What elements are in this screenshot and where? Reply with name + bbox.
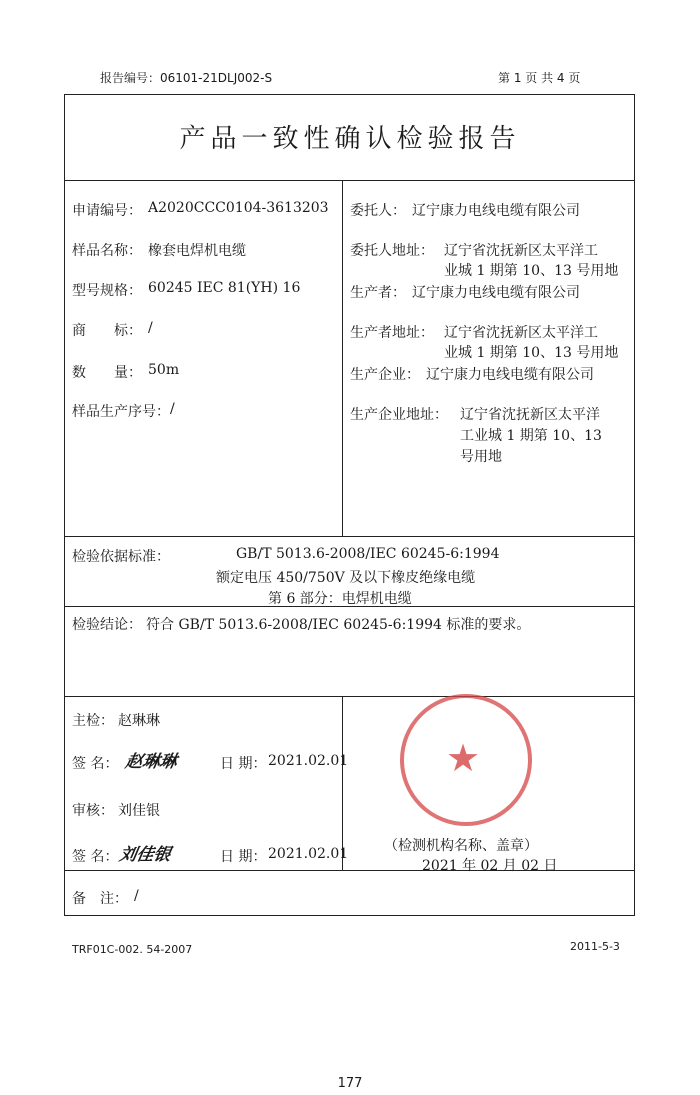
form-date: 2011-5-3	[570, 940, 620, 953]
reviewer-name: 刘佳银	[118, 803, 160, 819]
factory-label: 生产企业：	[350, 367, 420, 383]
divider-signatures	[64, 696, 635, 697]
quantity: 50m	[148, 362, 180, 378]
standard-line3: 第 6 部分：电焊机电缆	[268, 591, 412, 607]
inspector-date-label: 日 期：	[220, 756, 267, 772]
client-address-label: 委托人地址：	[350, 243, 434, 259]
conclusion-text: 符合 GB/T 5013.6-2008/IEC 60245-6:1994 标准的要求。	[146, 617, 531, 633]
producer-address-label: 生产者地址：	[350, 325, 434, 341]
stamp-date: 2021 年 02 月 02 日	[422, 858, 558, 874]
application-no-label: 申请编号：	[72, 203, 142, 219]
trademark-label: 商 标：	[72, 323, 142, 339]
sample-name-label: 样品名称：	[72, 243, 142, 259]
divider-stamp	[342, 696, 343, 870]
model: 60245 IEC 81(YH) 16	[148, 280, 301, 296]
client-label: 委托人：	[350, 203, 406, 219]
application-no: A2020CCC0104-3613203	[148, 200, 329, 216]
official-seal	[400, 694, 532, 826]
standard-label: 检验依据标准：	[72, 549, 170, 565]
divider-title	[64, 180, 635, 181]
reviewer-label: 审核：	[72, 803, 114, 819]
factory-address-line2: 工业城 1 期第 10、13	[460, 428, 602, 444]
standard-line1: GB/T 5013.6-2008/IEC 60245-6:1994	[236, 546, 500, 562]
inspector-name: 赵琳琳	[118, 713, 160, 729]
quantity-label: 数 量：	[72, 365, 142, 381]
inspector-date: 2021.02.01	[268, 753, 349, 769]
reviewer-date-label: 日 期：	[220, 849, 267, 865]
factory-address-line1: 辽宁省沈抚新区太平洋	[460, 407, 600, 423]
divider-columns	[342, 180, 343, 536]
stamp-caption: （检测机构名称、盖章）	[384, 838, 538, 854]
model-label: 型号规格：	[72, 283, 142, 299]
client-address-line2: 业城 1 期第 10、13 号用地	[444, 263, 619, 279]
inspector-sign-label: 签 名：	[72, 756, 119, 772]
client-address-line1: 辽宁省沈抚新区太平洋工	[444, 243, 598, 259]
reviewer-date: 2021.02.01	[268, 846, 349, 862]
remarks-label: 备 注：	[72, 891, 128, 907]
standard-line2: 额定电压 450/750V 及以下橡皮绝缘电缆	[216, 570, 476, 586]
remarks-text: /	[134, 888, 139, 904]
reviewer-sign-label: 签 名：	[72, 849, 119, 865]
client: 辽宁康力电线电缆有限公司	[412, 203, 580, 219]
producer: 辽宁康力电线电缆有限公司	[412, 285, 580, 301]
inspector-signature: 赵琳琳	[123, 752, 179, 772]
page-title: 产品一致性确认检验报告	[179, 124, 521, 154]
reviewer-signature: 刘佳银	[117, 845, 173, 865]
star-icon: ★	[446, 736, 481, 780]
serial-label: 样品生产序号：	[72, 404, 170, 420]
producer-address-line1: 辽宁省沈抚新区太平洋工	[444, 325, 598, 341]
producer-address-line2: 业城 1 期第 10、13 号用地	[444, 345, 619, 361]
conclusion-label: 检验结论：	[72, 617, 142, 633]
sample-name: 橡套电焊机电缆	[148, 243, 246, 259]
divider-standard	[64, 536, 635, 537]
trademark: /	[148, 320, 153, 336]
factory-address-line3: 号用地	[460, 449, 502, 465]
factory: 辽宁康力电线电缆有限公司	[426, 367, 594, 383]
form-code: TRF01C-002. 54-2007	[72, 943, 193, 956]
page-info: 第 1 页 共 4 页	[498, 71, 581, 85]
inspector-label: 主检：	[72, 713, 114, 729]
producer-label: 生产者：	[350, 285, 406, 301]
factory-address-label: 生产企业地址：	[350, 407, 448, 423]
serial: /	[170, 401, 175, 417]
report-number: 报告编号：06101-21DLJ002-S	[100, 71, 273, 85]
page-number: 177	[337, 1076, 363, 1091]
